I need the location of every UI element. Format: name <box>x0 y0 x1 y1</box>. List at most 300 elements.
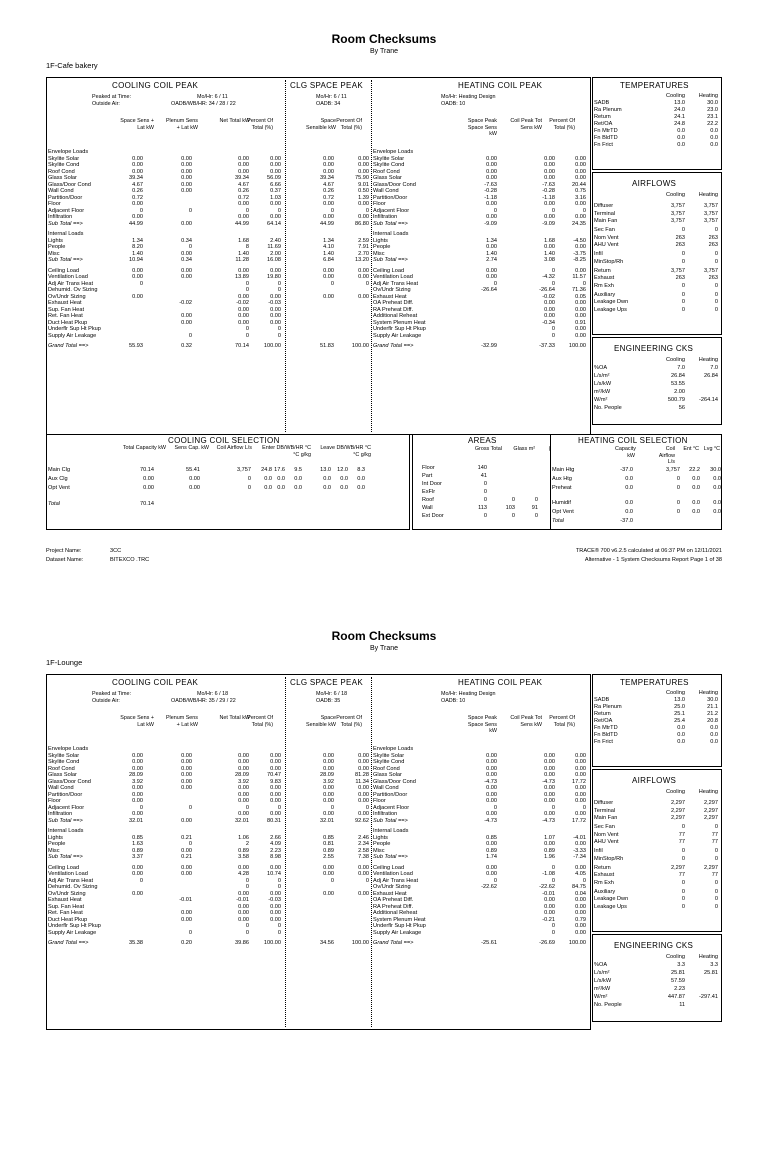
percent-value: 2.66 <box>270 834 281 841</box>
cooling-row-label: Misc <box>48 250 60 257</box>
cooling-row-label: Floor <box>48 201 61 207</box>
air-col-cooling: Cooling <box>666 192 685 198</box>
heating-mohr: Mo/Hr: Heating Design <box>441 94 496 100</box>
plenum-value: 0.00 <box>181 864 192 871</box>
heating-coil-value: -4.73 <box>542 778 555 785</box>
coil-selection-column-header: Leave DB/WB/HR °C °C g/kg <box>320 445 371 458</box>
heating-row-label: Supply Air Leakage <box>373 929 422 936</box>
heating-percent-value: 0.00 <box>575 267 586 274</box>
heating-row-label: People <box>373 244 391 250</box>
space-sensible-value: 0 <box>330 877 334 884</box>
heating-coil-value: 1.96 <box>544 854 555 860</box>
coil-selection-value: 0.00 <box>189 485 200 491</box>
space-sensible-value: 2.55 <box>323 854 334 860</box>
heating-coil-value: 1.40 <box>544 250 555 257</box>
heating-space-value: 0.00 <box>486 772 497 778</box>
cooling-row-label: Floor <box>48 798 61 804</box>
space-percent-value: 0.50 <box>358 188 369 194</box>
heating-row-label: Skylite Solar <box>373 155 405 162</box>
cooling-row-label: Ceiling Load <box>48 267 80 274</box>
space-sensible-value: 1.34 <box>323 237 334 244</box>
airflow-cooling-value: 2,297 <box>671 815 685 821</box>
space-sensible-value: 0.00 <box>323 811 334 817</box>
net-total-value: 0.00 <box>238 916 249 923</box>
space-sens-value: 0.00 <box>132 201 143 207</box>
heating-coil-value: -0.01 <box>542 890 555 897</box>
heating-row-label: Grand Total ==> <box>373 343 414 349</box>
temp-row-label: Fn MtrTD <box>594 128 618 134</box>
airflow-cooling-value: 3,757 <box>671 267 685 274</box>
column-header: Space Sens + Lat kW <box>120 118 154 131</box>
heating-percent-value: 0 <box>582 280 586 287</box>
heating-percent-value: 0.00 <box>575 759 586 765</box>
space-sensible-value: 0.72 <box>323 194 334 201</box>
airflow-row-label: Auxiliary <box>594 291 616 298</box>
percent-value: 0.00 <box>270 319 281 326</box>
heating-percent-value: 0.00 <box>575 752 586 759</box>
temp-heating-value: 21.1 <box>707 704 718 710</box>
heating-space-value: -26.64 <box>481 287 497 293</box>
plenum-value: 0.00 <box>181 155 192 162</box>
heating-coil-value: 0.00 <box>544 910 555 916</box>
plenum-value: 0.34 <box>181 237 192 244</box>
column-header: Plenum Sens + Lat kW <box>165 118 198 131</box>
space-sensible-value: 32.01 <box>320 817 334 824</box>
heating-coil-value: 0 <box>551 267 555 274</box>
net-total-value: 0.00 <box>238 155 249 162</box>
room-name: 1F-Lounge <box>46 658 83 667</box>
column-header: Percent Of Total (%) <box>247 715 273 728</box>
column-header: Space Sens + Lat kW <box>120 715 154 728</box>
heating-percent-value: 0.00 <box>575 811 586 817</box>
percent-value: 0.00 <box>270 155 281 162</box>
cooling-row-label: Ret. Fan Heat <box>48 910 83 916</box>
cooling-row-label: Glass Solar <box>48 175 77 181</box>
heating-selection-value: 30.0 <box>710 467 721 473</box>
airflow-row-label: Nom Vent <box>594 831 619 838</box>
temperatures-header: TEMPERATURES <box>620 678 689 687</box>
net-total-value: 0.00 <box>238 903 249 910</box>
heating-coil-value: 0.00 <box>544 897 555 903</box>
heating-selection-value: 0.0 <box>713 509 721 515</box>
net-total-value: 0.00 <box>238 267 249 274</box>
area-row-label: ExFlr <box>422 489 436 495</box>
heating-selection-value: 3,757 <box>666 467 680 473</box>
space-percent-value: 2.70 <box>358 250 369 257</box>
net-total-value: 1.06 <box>238 834 249 841</box>
airflow-row-label: MinStop/Rh <box>594 258 624 265</box>
heating-percent-value: 84.75 <box>572 884 586 890</box>
heating-coil-value: 0.00 <box>544 175 555 181</box>
temp-cooling-value: 0.0 <box>677 732 685 738</box>
clg-space-peak-header: CLG SPACE PEAK <box>290 81 363 90</box>
heating-row-label: Exhaust Heat <box>373 890 407 897</box>
heating-row-label: RA Preheat Diff. <box>373 903 414 910</box>
heating-percent-value: 0.00 <box>575 798 586 804</box>
space-percent-value: 0 <box>365 280 369 287</box>
column-header: Net Total kW <box>219 118 250 124</box>
space-percent-value: 81.28 <box>355 772 369 778</box>
airflow-cooling-value: 3,757 <box>671 210 685 217</box>
heating-percent-value: 0.00 <box>575 175 586 181</box>
cooling-row-label: Ventilation Load <box>48 871 88 877</box>
airflow-heating-value: 263 <box>708 234 718 241</box>
heating-percent-value: 0.00 <box>575 306 586 313</box>
heating-coil-value: -37.33 <box>539 343 555 349</box>
net-total-value: 3.92 <box>238 778 249 785</box>
plenum-value: 0.32 <box>181 343 192 349</box>
airflow-cooling-value: 2,297 <box>671 864 685 871</box>
airflow-heating-value: 0 <box>714 888 718 895</box>
space-percent-value: 100.00 <box>351 940 369 946</box>
airflow-cooling-value: 77 <box>678 831 685 838</box>
net-total-value: 28.09 <box>235 772 249 778</box>
net-total-value: 3.58 <box>238 854 249 860</box>
airflow-cooling-value: 77 <box>678 872 685 878</box>
heating-percent-value: 0.00 <box>575 903 586 910</box>
heating-row-label: Additional Reheat <box>373 313 418 319</box>
net-total-value: 70.14 <box>235 343 249 349</box>
heating-space-value: 0.00 <box>486 267 497 274</box>
net-total-value: 0 <box>245 929 249 936</box>
space-sensible-value: 0.85 <box>323 834 334 841</box>
space-sensible-value: 4.67 <box>323 181 334 188</box>
eng-row-label: No. People <box>594 405 622 411</box>
heating-selection-value: 0 <box>676 500 680 506</box>
net-total-value: 0.00 <box>238 752 249 759</box>
space-sens-value: 39.34 <box>129 175 143 181</box>
page-title: Room Checksums <box>331 629 437 643</box>
heating-space-value: 1.74 <box>486 854 497 860</box>
heating-oadb: OADB: 10 <box>441 101 466 107</box>
temp-heating-value: 23.1 <box>707 114 718 120</box>
space-sens-value: 0.00 <box>132 811 143 817</box>
percent-value: 11.69 <box>267 244 281 250</box>
heating-percent-value: 0.04 <box>575 890 586 897</box>
outside-air-label: Outside Air: <box>92 101 120 107</box>
heating-percent-value: 0.00 <box>575 332 586 339</box>
heating-coil-value: 3.08 <box>544 257 555 263</box>
net-total-value: 0.89 <box>238 847 249 854</box>
cooling-row-label: Infiltration <box>48 214 73 220</box>
plenum-value: 0.21 <box>181 834 192 841</box>
heating-row-label: Lights <box>373 237 388 244</box>
percent-value: 16.08 <box>267 257 281 263</box>
eng-row-label: No. People <box>594 1002 622 1008</box>
heating-space-value: 0.00 <box>486 864 497 871</box>
percent-value: 0 <box>277 287 281 293</box>
heating-coil-value: 0 <box>551 280 555 287</box>
plenum-value: 0.00 <box>181 162 192 168</box>
cooling-row-label: Internal Loads <box>48 231 84 237</box>
space-percent-value: 0 <box>365 804 369 811</box>
airflow-heating-value: 3,757 <box>704 267 718 274</box>
space-sens-value: 0 <box>139 877 143 884</box>
air-col-heating: Heating <box>698 192 718 198</box>
percent-value: 0 <box>277 929 281 936</box>
temp-row-label: Fn MtrTD <box>594 725 618 731</box>
net-total-value: 0.72 <box>238 194 249 201</box>
space-sensible-value: 0.00 <box>323 168 334 175</box>
area-glass-value: 0 <box>511 497 515 503</box>
heating-row-label: Wall Cond <box>373 188 399 194</box>
percent-value: 2.40 <box>270 237 281 244</box>
coil-selection-row-label: Opt Vent <box>48 485 70 491</box>
heating-percent-value: 20.44 <box>572 181 586 188</box>
heating-row-label: Ov/Undr Sizing <box>373 884 411 890</box>
percent-value: 0.00 <box>270 752 281 759</box>
cooling-row-label: Skylite Solar <box>48 752 80 759</box>
heating-percent-value: 0.00 <box>575 929 586 936</box>
airflow-cooling-value: 0 <box>681 299 685 305</box>
column-header: Space Sensible kW <box>306 715 336 728</box>
heating-row-label: Floor <box>373 798 386 804</box>
heating-oadb: OADB: 10 <box>441 698 466 704</box>
net-total-value: 39.86 <box>235 940 249 946</box>
space-percent-value: 0.00 <box>358 267 369 274</box>
cooling-row-label: Skylite Solar <box>48 155 80 162</box>
coil-selection-value: 17.6 <box>274 467 285 473</box>
temp-row-label: Return <box>594 114 611 120</box>
column-header: Space Peak Space Sens kW <box>467 118 497 137</box>
heating-row-label: Supply Air Leakage <box>373 332 422 339</box>
area-glass-value: 103 <box>505 505 515 511</box>
airflow-heating-value: 0 <box>714 258 718 265</box>
heating-coil-value: -7.63 <box>542 181 555 188</box>
heating-coil-value: 0 <box>551 923 555 929</box>
heating-percent-value: -4.01 <box>573 834 586 841</box>
heating-percent-value: 100.00 <box>568 343 586 349</box>
heating-selection-value: 0.0 <box>625 485 633 491</box>
column-header: Coil Peak Tot Sens kW <box>510 715 542 728</box>
heating-selection-column-header: Lvg °C <box>703 446 720 452</box>
coil-selection-value: 55.41 <box>186 467 200 473</box>
heating-percent-value: 0.75 <box>575 188 586 194</box>
heating-percent-value: 0.05 <box>575 293 586 300</box>
heating-selection-value: 0.0 <box>692 485 700 491</box>
cooling-row-label: Infiltration <box>48 811 73 817</box>
area-glass-value: 0 <box>511 513 515 519</box>
space-sensible-value: 0.00 <box>323 274 334 280</box>
eng-row-label: W/m² <box>594 397 608 403</box>
space-sens-value: 0.72 <box>132 194 143 201</box>
area-gross-value: 0 <box>483 497 487 503</box>
cooling-mohr: Mo/Hr: 6 / 18 <box>197 691 229 697</box>
eng-row-label: W/m² <box>594 994 608 1000</box>
temp-row-label: SADB <box>594 697 610 703</box>
heating-space-value: -1.18 <box>484 194 497 201</box>
space-percent-value: 0.00 <box>358 765 369 772</box>
coil-selection-value: 9.5 <box>294 467 302 473</box>
cooling-row-label: Glass Solar <box>48 772 77 778</box>
eng-cooling-value: 53.55 <box>671 381 685 387</box>
space-oadb: OADB: 34 <box>316 101 341 107</box>
heating-selection-row-label: Humidif <box>552 500 571 506</box>
airflow-cooling-value: 0 <box>681 888 685 895</box>
area-gross-value: 140 <box>477 465 487 471</box>
airflow-cooling-value: 263 <box>675 242 685 248</box>
airflow-row-label: Terminal <box>594 807 616 814</box>
eng-cooling-value: 25.81 <box>671 970 685 976</box>
area-gross-value: 41 <box>480 473 487 479</box>
net-total-value: 4.67 <box>238 181 249 188</box>
eng-heating-value: 26.84 <box>704 373 718 379</box>
space-sensible-value: 0.00 <box>323 201 334 207</box>
heating-coil-value: 0.89 <box>544 847 555 854</box>
coil-selection-value: 0.0 <box>323 476 331 482</box>
space-percent-value: 75.90 <box>355 175 369 181</box>
percent-value: 0 <box>277 332 281 339</box>
space-sens-value: 0.00 <box>132 162 143 168</box>
space-percent-value: 0.00 <box>358 871 369 877</box>
eng-heating-value: 7.0 <box>710 365 718 371</box>
plenum-value: 0.00 <box>181 250 192 257</box>
space-sens-value: 28.09 <box>129 772 143 778</box>
cooling-row-label: Wall Cond <box>48 785 74 791</box>
heating-space-value: 0 <box>493 207 497 214</box>
heating-row-label: Skylite Solar <box>373 752 405 759</box>
airflow-heating-value: 0 <box>714 896 718 902</box>
heating-coil-peak-header: HEATING COIL PEAK <box>458 678 543 687</box>
space-sensible-value: 39.34 <box>320 175 334 181</box>
heating-percent-value: 0.00 <box>575 244 586 250</box>
heating-coil-value: -1.08 <box>542 871 555 877</box>
eng-cooling-value: 11 <box>679 1002 685 1008</box>
heating-row-label: Internal Loads <box>373 828 409 834</box>
heating-row-label: Sub Total ==> <box>373 220 408 227</box>
heating-coil-value: -0.21 <box>542 916 555 923</box>
heating-coil-value: 0.00 <box>544 785 555 791</box>
coil-selection-header: COOLING COIL SELECTION <box>168 436 280 445</box>
space-sens-value: 3.92 <box>132 778 143 785</box>
percent-value: -0.03 <box>268 300 281 306</box>
page-subtitle: By Trane <box>369 48 398 55</box>
coil-selection-value: 0.0 <box>277 485 285 491</box>
heating-selection-row-label: Total <box>552 518 564 524</box>
airflow-row-label: MinStop/Rh <box>594 855 624 862</box>
space-percent-value: 0.00 <box>358 752 369 759</box>
heating-row-label: Glass/Door Cond <box>373 181 416 188</box>
percent-value: 0.00 <box>270 864 281 871</box>
airflow-heating-value: 2,297 <box>704 800 718 806</box>
heating-space-value: 0.00 <box>486 244 497 250</box>
heating-row-label: Ventilation Load <box>373 871 413 877</box>
heating-coil-value: 0 <box>551 864 555 871</box>
heating-percent-value: 11.57 <box>572 274 586 280</box>
eng-col-cooling: Cooling <box>666 954 685 960</box>
airflow-heating-value: 77 <box>711 831 718 838</box>
eng-row-label: L/s/m² <box>594 373 610 379</box>
plenum-value: 0.00 <box>181 274 192 280</box>
space-sensible-value: 0.81 <box>323 841 334 847</box>
column-header: Space Peak Space Sens kW <box>467 715 497 734</box>
coil-selection-value: 0.0 <box>323 485 331 491</box>
heating-space-value: -32.99 <box>481 343 497 349</box>
space-sensible-value: 0.00 <box>323 890 334 897</box>
net-total-value: 4.28 <box>238 871 249 877</box>
heating-row-label: Ceiling Load <box>373 267 405 274</box>
plenum-value: 0.00 <box>181 220 192 227</box>
airflow-heating-value: 0 <box>714 824 718 830</box>
space-sens-value: 44.99 <box>129 220 143 227</box>
heating-coil-value: 1.68 <box>544 237 555 244</box>
space-sensible-value: 0.00 <box>323 752 334 759</box>
coil-selection-value: 8.3 <box>357 467 365 473</box>
cooling-row-label: Adj Air Trans Heat <box>48 877 94 884</box>
space-sensible-value: 28.09 <box>320 772 334 778</box>
airflow-cooling-value: 0 <box>681 879 685 886</box>
net-total-value: 8 <box>245 244 249 250</box>
area-percent-value: 0 <box>534 513 538 519</box>
cooling-row-label: Glass/Door Cond <box>48 181 91 188</box>
percent-value: 0.00 <box>270 903 281 910</box>
cooling-row-label: Wall Cond <box>48 188 74 194</box>
space-sens-value: 0.00 <box>132 765 143 772</box>
heating-percent-value: 0.00 <box>575 791 586 798</box>
heating-coil-value: -9.09 <box>542 220 555 227</box>
heating-selection-value: -37.0 <box>620 518 633 524</box>
heating-row-label: Internal Loads <box>373 231 409 237</box>
net-total-value: 0.00 <box>238 890 249 897</box>
heating-row-label: Ceiling Load <box>373 864 405 871</box>
airflow-heating-value: 0 <box>714 299 718 305</box>
airflow-row-label: Leakage Ups <box>594 306 627 313</box>
heating-space-value: 0.00 <box>486 791 497 798</box>
net-total-value: 0.00 <box>238 759 249 765</box>
heating-row-label: Roof Cond <box>373 765 400 772</box>
heating-selection-value: 0 <box>676 485 680 491</box>
cooling-row-label: Sub Total ==> <box>48 854 83 860</box>
areas-column-header: Gross Total <box>474 446 502 452</box>
temp-cooling-value: 0.0 <box>677 135 685 141</box>
space-sens-value: 1.40 <box>132 250 143 257</box>
cooling-oadb: OADB/WB/HR: 35 / 29 / 22 <box>171 698 236 704</box>
space-sens-value: 0.00 <box>132 155 143 162</box>
coil-selection-row-label: Aux Clg <box>48 476 68 482</box>
net-total-value: 39.34 <box>235 175 249 181</box>
airflow-heating-value: 0 <box>714 306 718 313</box>
net-total-value: 11.28 <box>235 257 249 263</box>
net-total-value: 0.00 <box>238 313 249 319</box>
airflow-row-label: Diffuser <box>594 800 614 806</box>
eng-cooling-value: 7.0 <box>677 365 685 371</box>
heating-mohr: Mo/Hr: Heating Design <box>441 691 496 697</box>
heating-row-label: Envelope Loads <box>373 746 414 752</box>
temp-heating-value: 21.2 <box>707 711 718 717</box>
column-header: Net Total kW <box>219 715 250 721</box>
net-total-value: 0.00 <box>238 319 249 326</box>
temp-cooling-value: 25.0 <box>674 704 685 710</box>
space-percent-value: 1.39 <box>358 194 369 201</box>
coil-selection-value: 24.8 <box>261 467 272 473</box>
temp-heating-value: 0.0 <box>710 739 718 745</box>
heating-selection-value: 22.2 <box>689 467 700 473</box>
net-total-value: 0.00 <box>238 791 249 798</box>
heating-space-value: 0.00 <box>486 811 497 817</box>
heating-percent-value: 17.72 <box>572 778 586 785</box>
heating-coil-value: 0 <box>551 877 555 884</box>
plenum-value: 0.00 <box>181 752 192 759</box>
plenum-value: 0.00 <box>181 772 192 778</box>
coil-selection-column-header: Coil Airflow L/s <box>216 445 252 451</box>
airflow-heating-value: 2,297 <box>704 807 718 814</box>
space-sens-value: 0 <box>139 207 143 214</box>
space-sens-value: 0.00 <box>132 759 143 765</box>
space-percent-value: 0.00 <box>358 214 369 220</box>
heating-selection-row-label: Opt Vent <box>552 509 574 515</box>
airflow-row-label: Diffuser <box>594 203 614 209</box>
temp-row-label: SADB <box>594 100 610 106</box>
